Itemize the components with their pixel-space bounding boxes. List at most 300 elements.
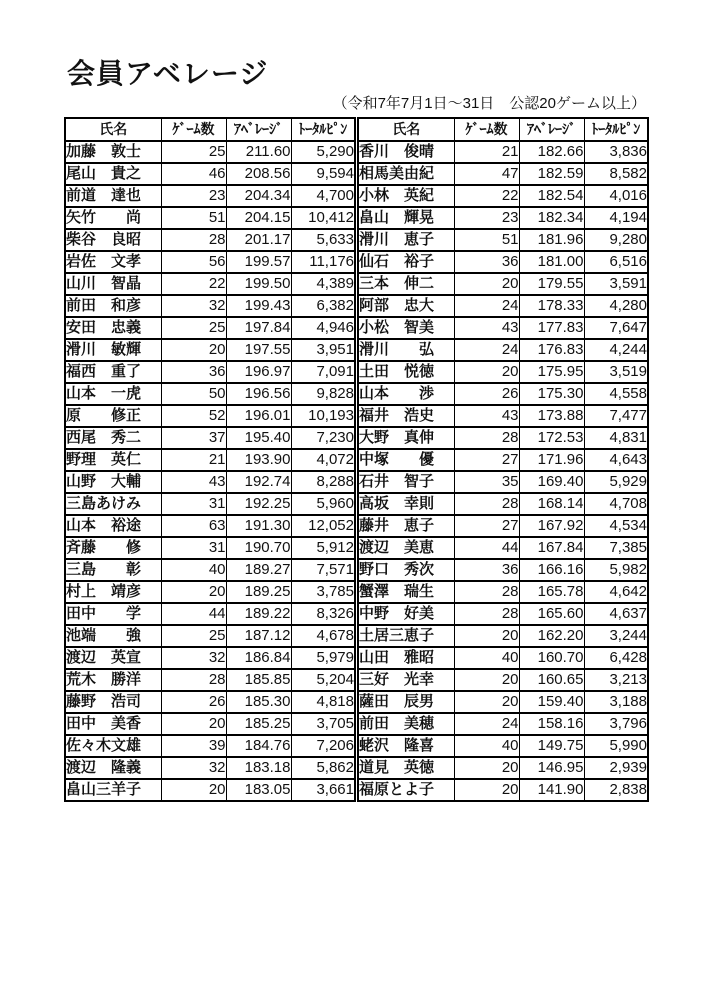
games-cell: 47 <box>454 163 519 185</box>
games-cell: 23 <box>454 207 519 229</box>
column-header-average: ｱﾍﾞﾚｰｼﾞ <box>226 118 291 141</box>
average-cell: 182.66 <box>519 141 584 163</box>
member-average-table-right <box>357 117 649 802</box>
name-cell: 三島あけみ <box>65 493 161 515</box>
totalpins-cell: 10,193 <box>291 405 355 427</box>
name-cell: 仙石 裕子 <box>358 251 454 273</box>
average-cell: 160.65 <box>519 669 584 691</box>
games-cell: 46 <box>161 163 226 185</box>
column-header-games: ｹﾞｰﾑ数 <box>454 118 519 141</box>
average-cell: 178.33 <box>519 295 584 317</box>
name-cell: 原 修正 <box>65 405 161 427</box>
totalpins-cell: 4,558 <box>584 383 648 405</box>
name-cell: 滑川 敏輝 <box>65 339 161 361</box>
name-cell: 蟹澤 瑞生 <box>358 581 454 603</box>
average-cell: 173.88 <box>519 405 584 427</box>
column-header-name: 氏名 <box>358 118 454 141</box>
games-cell: 44 <box>454 537 519 559</box>
average-cell: 192.74 <box>226 471 291 493</box>
games-cell: 51 <box>454 229 519 251</box>
totalpins-cell: 5,912 <box>291 537 355 559</box>
name-cell: 前田 和彦 <box>65 295 161 317</box>
column-header-average: ｱﾍﾞﾚｰｼﾞ <box>519 118 584 141</box>
table-row <box>358 185 648 207</box>
name-cell: 村上 靖彦 <box>65 581 161 603</box>
average-cell: 181.00 <box>519 251 584 273</box>
name-cell: 前道 達也 <box>65 185 161 207</box>
games-cell: 31 <box>161 537 226 559</box>
average-cell: 172.53 <box>519 427 584 449</box>
games-cell: 20 <box>454 273 519 295</box>
average-cell: 159.40 <box>519 691 584 713</box>
totalpins-cell: 4,642 <box>584 581 648 603</box>
games-cell: 27 <box>454 449 519 471</box>
average-cell: 190.70 <box>226 537 291 559</box>
average-cell: 185.85 <box>226 669 291 691</box>
totalpins-cell: 3,796 <box>584 713 648 735</box>
table-row <box>65 559 355 581</box>
games-cell: 22 <box>454 185 519 207</box>
games-cell: 39 <box>161 735 226 757</box>
name-cell: 山本 裕途 <box>65 515 161 537</box>
games-cell: 28 <box>161 229 226 251</box>
average-cell: 166.16 <box>519 559 584 581</box>
table-row <box>358 383 648 405</box>
totalpins-cell: 5,990 <box>584 735 648 757</box>
totalpins-cell: 7,647 <box>584 317 648 339</box>
totalpins-cell: 4,194 <box>584 207 648 229</box>
name-cell: 田中 学 <box>65 603 161 625</box>
games-cell: 37 <box>161 427 226 449</box>
average-cell: 141.90 <box>519 779 584 801</box>
table-row <box>65 647 355 669</box>
table-header-row <box>358 118 648 141</box>
totalpins-cell: 5,290 <box>291 141 355 163</box>
totalpins-cell: 4,700 <box>291 185 355 207</box>
games-cell: 44 <box>161 603 226 625</box>
totalpins-cell: 10,412 <box>291 207 355 229</box>
name-cell: 山川 智晶 <box>65 273 161 295</box>
games-cell: 20 <box>454 625 519 647</box>
totalpins-cell: 7,477 <box>584 405 648 427</box>
table-row <box>65 273 355 295</box>
games-cell: 32 <box>161 295 226 317</box>
name-cell: 加藤 敦士 <box>65 141 161 163</box>
totalpins-cell: 3,188 <box>584 691 648 713</box>
games-cell: 31 <box>161 493 226 515</box>
table-row <box>65 581 355 603</box>
games-cell: 52 <box>161 405 226 427</box>
table-row <box>65 779 355 801</box>
games-cell: 36 <box>161 361 226 383</box>
average-cell: 183.18 <box>226 757 291 779</box>
table-row <box>65 515 355 537</box>
name-cell: 福原とよ子 <box>358 779 454 801</box>
totalpins-cell: 3,519 <box>584 361 648 383</box>
column-header-totalpins: ﾄｰﾀﾙﾋﾟﾝ <box>584 118 648 141</box>
table-row <box>65 229 355 251</box>
table-row <box>65 427 355 449</box>
name-cell: 柴谷 良昭 <box>65 229 161 251</box>
average-cell: 181.96 <box>519 229 584 251</box>
table-row <box>358 779 648 801</box>
totalpins-cell: 4,280 <box>584 295 648 317</box>
column-header-name: 氏名 <box>65 118 161 141</box>
name-cell: 阿部 忠大 <box>358 295 454 317</box>
name-cell: 佐々木文雄 <box>65 735 161 757</box>
games-cell: 35 <box>454 471 519 493</box>
average-cell: 165.78 <box>519 581 584 603</box>
average-cell: 167.84 <box>519 537 584 559</box>
table-row <box>358 141 648 163</box>
games-cell: 24 <box>454 713 519 735</box>
games-cell: 20 <box>161 713 226 735</box>
totalpins-cell: 5,862 <box>291 757 355 779</box>
games-cell: 26 <box>454 383 519 405</box>
games-cell: 32 <box>161 757 226 779</box>
table-row <box>358 449 648 471</box>
games-cell: 36 <box>454 559 519 581</box>
name-cell: 安田 忠義 <box>65 317 161 339</box>
name-cell: 小林 英紀 <box>358 185 454 207</box>
table-row <box>358 361 648 383</box>
average-cell: 199.57 <box>226 251 291 273</box>
games-cell: 40 <box>161 559 226 581</box>
table-row <box>65 185 355 207</box>
totalpins-cell: 2,939 <box>584 757 648 779</box>
name-cell: 藤野 浩司 <box>65 691 161 713</box>
average-cell: 168.14 <box>519 493 584 515</box>
totalpins-cell: 5,979 <box>291 647 355 669</box>
average-cell: 179.55 <box>519 273 584 295</box>
name-cell: 蛯沢 隆喜 <box>358 735 454 757</box>
totalpins-cell: 4,946 <box>291 317 355 339</box>
name-cell: 田中 美香 <box>65 713 161 735</box>
average-cell: 158.16 <box>519 713 584 735</box>
average-cell: 197.55 <box>226 339 291 361</box>
average-cell: 189.25 <box>226 581 291 603</box>
totalpins-cell: 3,213 <box>584 669 648 691</box>
games-cell: 20 <box>454 691 519 713</box>
games-cell: 20 <box>454 669 519 691</box>
totalpins-cell: 3,705 <box>291 713 355 735</box>
table-row <box>358 581 648 603</box>
games-cell: 63 <box>161 515 226 537</box>
member-average-table-left <box>64 117 356 802</box>
table-row <box>358 317 648 339</box>
name-cell: 岩佐 文孝 <box>65 251 161 273</box>
table-row <box>65 449 355 471</box>
games-cell: 40 <box>454 647 519 669</box>
average-cell: 176.83 <box>519 339 584 361</box>
average-cell: 146.95 <box>519 757 584 779</box>
totalpins-cell: 12,052 <box>291 515 355 537</box>
average-cell: 177.83 <box>519 317 584 339</box>
totalpins-cell: 3,661 <box>291 779 355 801</box>
name-cell: 三島 彰 <box>65 559 161 581</box>
table-row <box>65 603 355 625</box>
name-cell: 藤井 恵子 <box>358 515 454 537</box>
games-cell: 25 <box>161 625 226 647</box>
totalpins-cell: 11,176 <box>291 251 355 273</box>
games-cell: 20 <box>454 757 519 779</box>
games-cell: 23 <box>161 185 226 207</box>
name-cell: 前田 美穂 <box>358 713 454 735</box>
games-cell: 20 <box>161 581 226 603</box>
table-row <box>358 471 648 493</box>
games-cell: 43 <box>161 471 226 493</box>
games-cell: 56 <box>161 251 226 273</box>
name-cell: 中塚 優 <box>358 449 454 471</box>
totalpins-cell: 3,591 <box>584 273 648 295</box>
totalpins-cell: 4,818 <box>291 691 355 713</box>
table-row <box>65 317 355 339</box>
games-cell: 21 <box>454 141 519 163</box>
table-row <box>358 647 648 669</box>
games-cell: 20 <box>454 779 519 801</box>
table-row <box>358 713 648 735</box>
name-cell: 薩田 辰男 <box>358 691 454 713</box>
page-title: 会員アベレージ <box>67 58 269 89</box>
name-cell: 渡辺 英宣 <box>65 647 161 669</box>
name-cell: 渡辺 美恵 <box>358 537 454 559</box>
games-cell: 27 <box>454 515 519 537</box>
totalpins-cell: 5,633 <box>291 229 355 251</box>
totalpins-cell: 4,643 <box>584 449 648 471</box>
totalpins-cell: 6,428 <box>584 647 648 669</box>
totalpins-cell: 7,571 <box>291 559 355 581</box>
name-cell: 池端 強 <box>65 625 161 647</box>
totalpins-cell: 7,230 <box>291 427 355 449</box>
totalpins-cell: 7,091 <box>291 361 355 383</box>
average-cell: 165.60 <box>519 603 584 625</box>
table-row <box>358 559 648 581</box>
average-cell: 189.27 <box>226 559 291 581</box>
name-cell: 高坂 幸則 <box>358 493 454 515</box>
average-cell: 199.50 <box>226 273 291 295</box>
table-row <box>65 339 355 361</box>
games-cell: 28 <box>454 581 519 603</box>
totalpins-cell: 4,072 <box>291 449 355 471</box>
totalpins-cell: 3,244 <box>584 625 648 647</box>
table-row <box>358 625 648 647</box>
name-cell: 荒木 勝洋 <box>65 669 161 691</box>
name-cell: 矢竹 尚 <box>65 207 161 229</box>
table-row <box>65 405 355 427</box>
average-cell: 182.59 <box>519 163 584 185</box>
name-cell: 尾山 貴之 <box>65 163 161 185</box>
average-cell: 182.34 <box>519 207 584 229</box>
name-cell: 土居三恵子 <box>358 625 454 647</box>
average-cell: 193.90 <box>226 449 291 471</box>
table-row <box>358 295 648 317</box>
table-row <box>65 713 355 735</box>
games-cell: 21 <box>161 449 226 471</box>
table-row <box>358 515 648 537</box>
name-cell: 山野 大輔 <box>65 471 161 493</box>
totalpins-cell: 5,204 <box>291 669 355 691</box>
totalpins-cell: 4,678 <box>291 625 355 647</box>
totalpins-cell: 3,785 <box>291 581 355 603</box>
table-row <box>65 625 355 647</box>
average-cell: 185.25 <box>226 713 291 735</box>
name-cell: 土田 悦徳 <box>358 361 454 383</box>
average-cell: 183.05 <box>226 779 291 801</box>
table-row <box>358 735 648 757</box>
totalpins-cell: 3,951 <box>291 339 355 361</box>
table-row <box>65 691 355 713</box>
games-cell: 22 <box>161 273 226 295</box>
totalpins-cell: 9,828 <box>291 383 355 405</box>
average-cell: 201.17 <box>226 229 291 251</box>
name-cell: 三好 光幸 <box>358 669 454 691</box>
table-row <box>65 471 355 493</box>
name-cell: 山本 一虎 <box>65 383 161 405</box>
table-row <box>65 537 355 559</box>
games-cell: 25 <box>161 141 226 163</box>
table-row <box>358 691 648 713</box>
totalpins-cell: 9,594 <box>291 163 355 185</box>
games-cell: 28 <box>161 669 226 691</box>
name-cell: 渡辺 隆義 <box>65 757 161 779</box>
games-cell: 43 <box>454 317 519 339</box>
name-cell: 三本 伸二 <box>358 273 454 295</box>
totalpins-cell: 8,288 <box>291 471 355 493</box>
table-row <box>65 757 355 779</box>
totalpins-cell: 7,206 <box>291 735 355 757</box>
totalpins-cell: 8,326 <box>291 603 355 625</box>
games-cell: 24 <box>454 295 519 317</box>
average-cell: 184.76 <box>226 735 291 757</box>
name-cell: 大野 真伸 <box>358 427 454 449</box>
games-cell: 50 <box>161 383 226 405</box>
average-cell: 204.15 <box>226 207 291 229</box>
totalpins-cell: 9,280 <box>584 229 648 251</box>
column-header-games: ｹﾞｰﾑ数 <box>161 118 226 141</box>
member-average-tables <box>64 117 649 802</box>
table-row <box>358 229 648 251</box>
table-row <box>65 735 355 757</box>
totalpins-cell: 4,016 <box>584 185 648 207</box>
table-row <box>358 427 648 449</box>
name-cell: 石井 智子 <box>358 471 454 493</box>
table-row <box>358 207 648 229</box>
name-cell: 滑川 弘 <box>358 339 454 361</box>
name-cell: 香川 俊晴 <box>358 141 454 163</box>
table-row <box>65 163 355 185</box>
name-cell: 相馬美由紀 <box>358 163 454 185</box>
average-cell: 196.97 <box>226 361 291 383</box>
name-cell: 中野 好美 <box>358 603 454 625</box>
totalpins-cell: 4,244 <box>584 339 648 361</box>
totalpins-cell: 8,582 <box>584 163 648 185</box>
games-cell: 26 <box>161 691 226 713</box>
games-cell: 40 <box>454 735 519 757</box>
totalpins-cell: 5,929 <box>584 471 648 493</box>
table-row <box>65 295 355 317</box>
name-cell: 西尾 秀二 <box>65 427 161 449</box>
games-cell: 51 <box>161 207 226 229</box>
totalpins-cell: 2,838 <box>584 779 648 801</box>
table-row <box>65 669 355 691</box>
table-row <box>358 163 648 185</box>
table-row <box>358 757 648 779</box>
totalpins-cell: 4,389 <box>291 273 355 295</box>
games-cell: 36 <box>454 251 519 273</box>
average-cell: 160.70 <box>519 647 584 669</box>
table-row <box>358 603 648 625</box>
average-cell: 186.84 <box>226 647 291 669</box>
totalpins-cell: 4,708 <box>584 493 648 515</box>
name-cell: 野理 英仁 <box>65 449 161 471</box>
name-cell: 道見 英徳 <box>358 757 454 779</box>
totalpins-cell: 3,836 <box>584 141 648 163</box>
average-cell: 149.75 <box>519 735 584 757</box>
average-cell: 199.43 <box>226 295 291 317</box>
table-row <box>65 251 355 273</box>
totalpins-cell: 7,385 <box>584 537 648 559</box>
table-row <box>65 361 355 383</box>
name-cell: 滑川 恵子 <box>358 229 454 251</box>
table-row <box>358 405 648 427</box>
column-header-totalpins: ﾄｰﾀﾙﾋﾟﾝ <box>291 118 355 141</box>
table-header-row <box>65 118 355 141</box>
totalpins-cell: 5,960 <box>291 493 355 515</box>
totalpins-cell: 6,382 <box>291 295 355 317</box>
name-cell: 畠山 輝晃 <box>358 207 454 229</box>
average-cell: 167.92 <box>519 515 584 537</box>
name-cell: 小松 智美 <box>358 317 454 339</box>
totalpins-cell: 5,982 <box>584 559 648 581</box>
average-cell: 208.56 <box>226 163 291 185</box>
games-cell: 32 <box>161 647 226 669</box>
table-row <box>358 669 648 691</box>
games-cell: 43 <box>454 405 519 427</box>
average-cell: 185.30 <box>226 691 291 713</box>
average-cell: 169.40 <box>519 471 584 493</box>
table-row <box>358 273 648 295</box>
totalpins-cell: 6,516 <box>584 251 648 273</box>
average-cell: 211.60 <box>226 141 291 163</box>
name-cell: 福西 重了 <box>65 361 161 383</box>
page-subtitle: （令和7年7月1日～31日 公認20ゲーム以上） <box>332 95 646 112</box>
games-cell: 24 <box>454 339 519 361</box>
table-row <box>65 141 355 163</box>
name-cell: 福井 浩史 <box>358 405 454 427</box>
table-row <box>65 493 355 515</box>
games-cell: 20 <box>161 779 226 801</box>
average-cell: 204.34 <box>226 185 291 207</box>
name-cell: 山田 雅昭 <box>358 647 454 669</box>
games-cell: 28 <box>454 603 519 625</box>
table-row <box>358 251 648 273</box>
average-cell: 192.25 <box>226 493 291 515</box>
games-cell: 20 <box>454 361 519 383</box>
games-cell: 25 <box>161 317 226 339</box>
average-cell: 175.95 <box>519 361 584 383</box>
average-cell: 191.30 <box>226 515 291 537</box>
average-cell: 189.22 <box>226 603 291 625</box>
totalpins-cell: 4,831 <box>584 427 648 449</box>
average-cell: 196.01 <box>226 405 291 427</box>
games-cell: 28 <box>454 493 519 515</box>
average-cell: 162.20 <box>519 625 584 647</box>
games-cell: 20 <box>161 339 226 361</box>
name-cell: 畠山三羊子 <box>65 779 161 801</box>
average-cell: 197.84 <box>226 317 291 339</box>
totalpins-cell: 4,637 <box>584 603 648 625</box>
totalpins-cell: 4,534 <box>584 515 648 537</box>
